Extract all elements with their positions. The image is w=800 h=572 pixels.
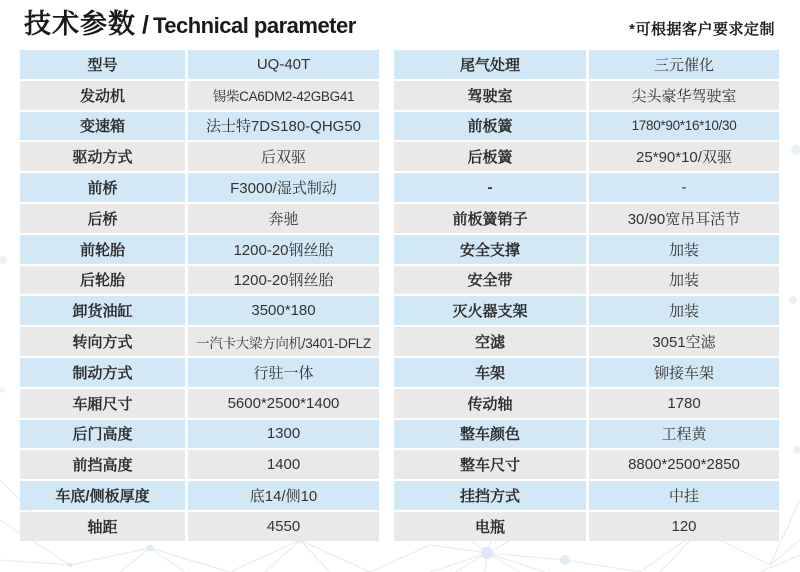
row-value: - <box>589 173 779 202</box>
row-label: 后板簧 <box>394 142 586 171</box>
table-row <box>394 173 779 202</box>
table-row <box>20 173 379 202</box>
row-value: 1780 <box>589 389 779 418</box>
table-row <box>20 204 379 233</box>
row-value: 行驻一体 <box>188 358 379 387</box>
row-value: 1400 <box>188 450 379 479</box>
table-row <box>20 81 379 110</box>
row-label: 后桥 <box>20 204 185 233</box>
row-label: 转向方式 <box>20 327 185 356</box>
row-value: 1200-20钢丝胎 <box>188 235 379 264</box>
row-label: 制动方式 <box>20 358 185 387</box>
row-value: 120 <box>589 512 779 541</box>
table-row <box>20 142 379 171</box>
row-value: 3051空滤 <box>589 327 779 356</box>
customization-note: *可根据客户要求定制 <box>629 21 775 38</box>
row-label: 前轮胎 <box>20 235 185 264</box>
row-value: 奔驰 <box>188 204 379 233</box>
right-parameter-table <box>394 50 779 543</box>
table-row <box>394 327 779 356</box>
header <box>0 0 800 46</box>
table-row <box>20 358 379 387</box>
row-label: 卸货油缸 <box>20 296 185 325</box>
row-value: 工程黄 <box>589 420 779 449</box>
title-separator: / <box>142 11 149 39</box>
row-label: 型号 <box>20 50 185 79</box>
row-label: 发动机 <box>20 81 185 110</box>
row-value: 5600*2500*1400 <box>188 389 379 418</box>
row-value: 底14/侧10 <box>188 481 379 510</box>
row-label: 前板簧销子 <box>394 204 586 233</box>
row-label: 空滤 <box>394 327 586 356</box>
row-label: 后门高度 <box>20 420 185 449</box>
table-row <box>20 420 379 449</box>
row-value: 铆接车架 <box>589 358 779 387</box>
row-value: 法士特7DS180-QHG50 <box>188 112 379 141</box>
row-value: 4550 <box>188 512 379 541</box>
table-row <box>20 266 379 295</box>
table-row <box>394 296 779 325</box>
table-row <box>394 235 779 264</box>
table-row <box>20 389 379 418</box>
row-value: 30/90宽吊耳活节 <box>589 204 779 233</box>
row-value: UQ-40T <box>188 50 379 79</box>
table-row <box>394 420 779 449</box>
row-label: - <box>394 173 586 202</box>
table-row <box>20 481 379 510</box>
table-row <box>394 112 779 141</box>
row-label: 挂挡方式 <box>394 481 586 510</box>
row-value: 三元催化 <box>589 50 779 79</box>
title-english: Technical parameter <box>152 13 356 38</box>
row-value: 1780*90*16*10/30 <box>589 112 779 141</box>
row-value: 后双驱 <box>188 142 379 171</box>
row-label: 轴距 <box>20 512 185 541</box>
table-row <box>394 450 779 479</box>
table-row <box>20 450 379 479</box>
table-row <box>394 204 779 233</box>
row-label: 车厢尺寸 <box>20 389 185 418</box>
row-value: 8800*2500*2850 <box>589 450 779 479</box>
row-value: 1300 <box>188 420 379 449</box>
row-value: 25*90*10/双驱 <box>589 142 779 171</box>
left-parameter-table <box>20 50 379 543</box>
table-row <box>394 266 779 295</box>
page-title <box>24 2 356 41</box>
table-row <box>394 389 779 418</box>
table-row <box>20 50 379 79</box>
row-value: 加装 <box>589 235 779 264</box>
row-value: 3500*180 <box>188 296 379 325</box>
table-row <box>20 296 379 325</box>
row-value: 中挂 <box>589 481 779 510</box>
row-label: 前挡高度 <box>20 450 185 479</box>
row-label: 整车尺寸 <box>394 450 586 479</box>
row-value: F3000/湿式制动 <box>188 173 379 202</box>
title-chinese: 技术参数 <box>24 9 136 39</box>
row-label: 后轮胎 <box>20 266 185 295</box>
table-row <box>20 235 379 264</box>
row-value: 加装 <box>589 296 779 325</box>
table-row <box>394 358 779 387</box>
table-row <box>394 512 779 541</box>
row-label: 安全带 <box>394 266 586 295</box>
table-row <box>394 142 779 171</box>
row-label: 前桥 <box>20 173 185 202</box>
table-row <box>20 512 379 541</box>
table-row <box>20 112 379 141</box>
row-label: 驾驶室 <box>394 81 586 110</box>
row-label: 电瓶 <box>394 512 586 541</box>
row-value: 尖头豪华驾驶室 <box>589 81 779 110</box>
row-label: 变速箱 <box>20 112 185 141</box>
row-label: 整车颜色 <box>394 420 586 449</box>
row-label: 尾气处理 <box>394 50 586 79</box>
row-label: 车架 <box>394 358 586 387</box>
table-row <box>394 81 779 110</box>
row-value: 锡柴CA6DM2-42GBG41 <box>188 81 379 110</box>
row-label: 传动轴 <box>394 389 586 418</box>
row-value: 加装 <box>589 266 779 295</box>
row-label: 车底/侧板厚度 <box>20 481 185 510</box>
row-value: 一汽卡大梁方向机/3401-DFLZ <box>188 327 379 356</box>
table-row <box>394 50 779 79</box>
row-label: 驱动方式 <box>20 142 185 171</box>
row-value: 1200-20钢丝胎 <box>188 266 379 295</box>
row-label: 灭火器支架 <box>394 296 586 325</box>
row-label: 安全支撑 <box>394 235 586 264</box>
table-row <box>394 481 779 510</box>
row-label: 前板簧 <box>394 112 586 141</box>
table-row <box>20 327 379 356</box>
